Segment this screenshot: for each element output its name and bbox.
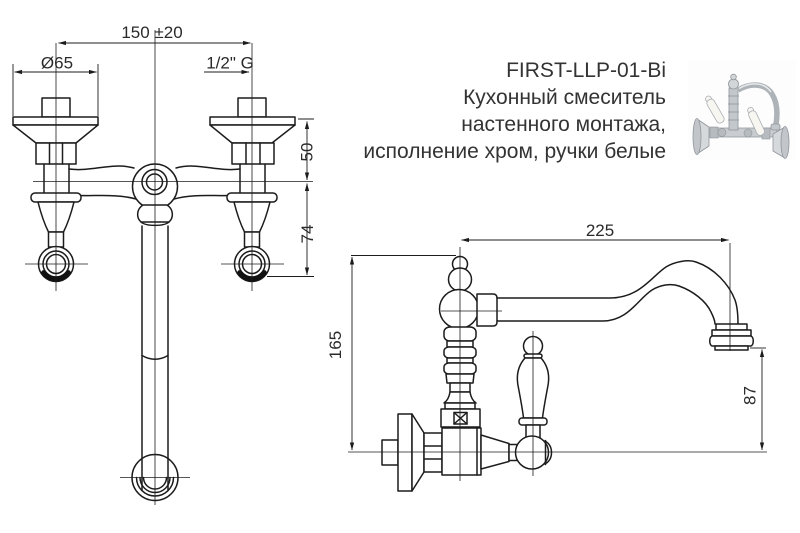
product-description-line-2: настенного монтажа, [461,113,666,136]
dim-flange-to-axis: 50 [297,142,317,162]
dim-height: 165 [326,330,345,360]
product-code: FIRST-LLP-01-Bi [506,59,666,82]
product-description-line-3: исполнение хром, ручки белые [363,140,666,163]
side-object-lines [382,257,753,492]
dim-flange-diameter: Ø65 [40,53,74,73]
dim-spout-reach: 225 [585,221,615,240]
dim-spout-to-axis: 87 [740,386,760,405]
product-photo [688,60,796,160]
front-view [13,23,317,505]
product-description-line-1: Кухонный смеситель [463,86,666,109]
front-object-lines [13,98,295,501]
dim-mounting-distance: 150 ±20 [121,23,183,42]
side-view [326,221,767,491]
dim-axis-to-handle: 74 [298,224,317,244]
product-info [363,57,666,165]
dim-thread: 1/2" G [206,53,254,73]
side-dimensions [326,221,766,450]
